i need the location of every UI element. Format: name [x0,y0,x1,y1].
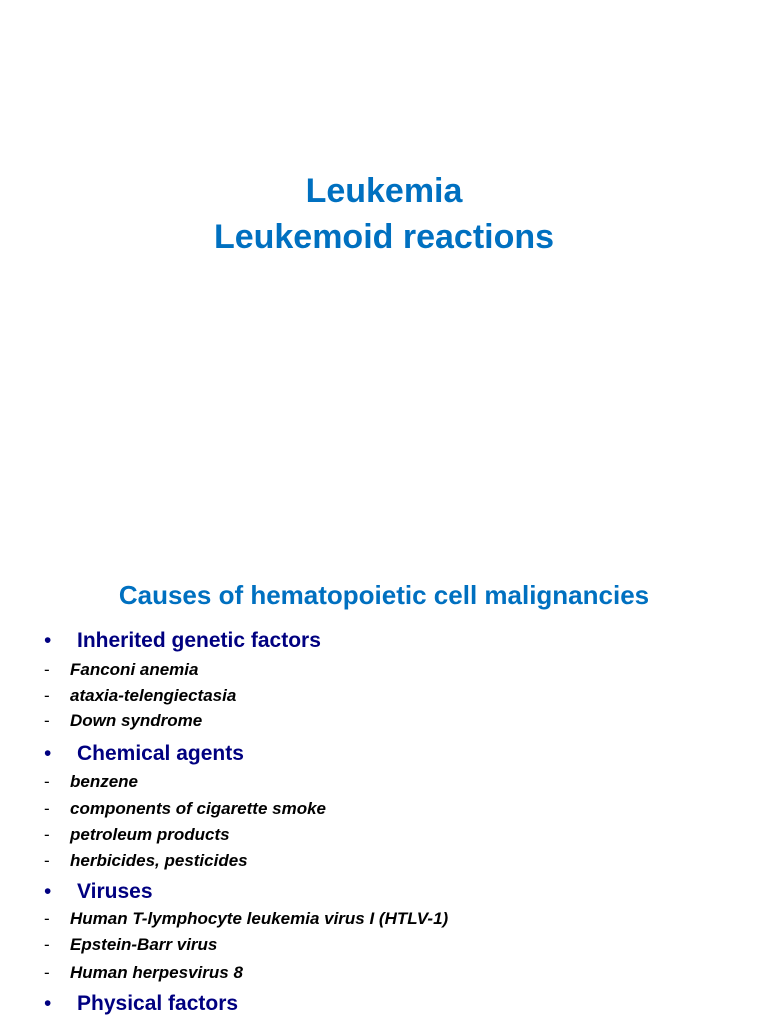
list-item-text: Down syndrome [70,711,203,730]
list-item [44,709,202,733]
dash-marker: - [44,935,50,954]
list-item-text: Epstein-Barr virus [70,935,218,954]
list-item [44,797,326,821]
section-heading: Causes of hematopoietic cell malignancies [118,580,650,610]
dash-marker: - [44,909,50,928]
bullet-marker: • [44,992,52,1015]
list-item [44,933,217,957]
bullet-marker: • [44,880,52,903]
list-item [44,658,198,682]
bullet-label: Viruses [77,880,153,903]
dash-marker: - [44,799,50,818]
list-item-text: petroleum products [70,825,230,844]
list-item-text: herbicides, pesticides [70,851,248,870]
list-item-text: ataxia-telengiectasia [70,686,237,705]
list-item-text: Fanconi anemia [70,660,199,679]
title-line-2: Leukemoid reactions [213,218,555,256]
dash-marker: - [44,963,50,982]
dash-marker: - [44,851,50,870]
title-line-1: Leukemia [305,172,463,210]
bullet-marker: • [44,629,52,652]
dash-marker: - [44,660,50,679]
list-item [44,823,230,847]
list-item [44,907,448,931]
dash-marker: - [44,711,50,730]
list-item-text: Human herpesvirus 8 [70,963,243,982]
list-item-text: components of cigarette smoke [70,799,327,818]
dash-marker: - [44,686,50,705]
list-item [44,961,243,985]
list-item-text: Human T-lymphocyte leukemia virus I (HTLV-1) [70,909,449,928]
slide-title [0,168,768,260]
bullet-chemical-agents [44,740,244,768]
bullet-viruses [44,878,153,906]
bullet-marker: • [44,742,52,765]
list-item [44,849,248,873]
dash-marker: - [44,825,50,844]
bullet-label: Chemical agents [77,742,244,765]
list-item-text: benzene [70,772,139,791]
bullet-physical-factors [44,990,238,1018]
bullet-label: Physical factors [77,992,239,1015]
list-item [44,684,236,708]
bullet-label: Inherited genetic factors [77,629,321,652]
bullet-inherited-genetic-factors [44,627,321,655]
dash-marker: - [44,772,50,791]
list-item [44,770,138,794]
